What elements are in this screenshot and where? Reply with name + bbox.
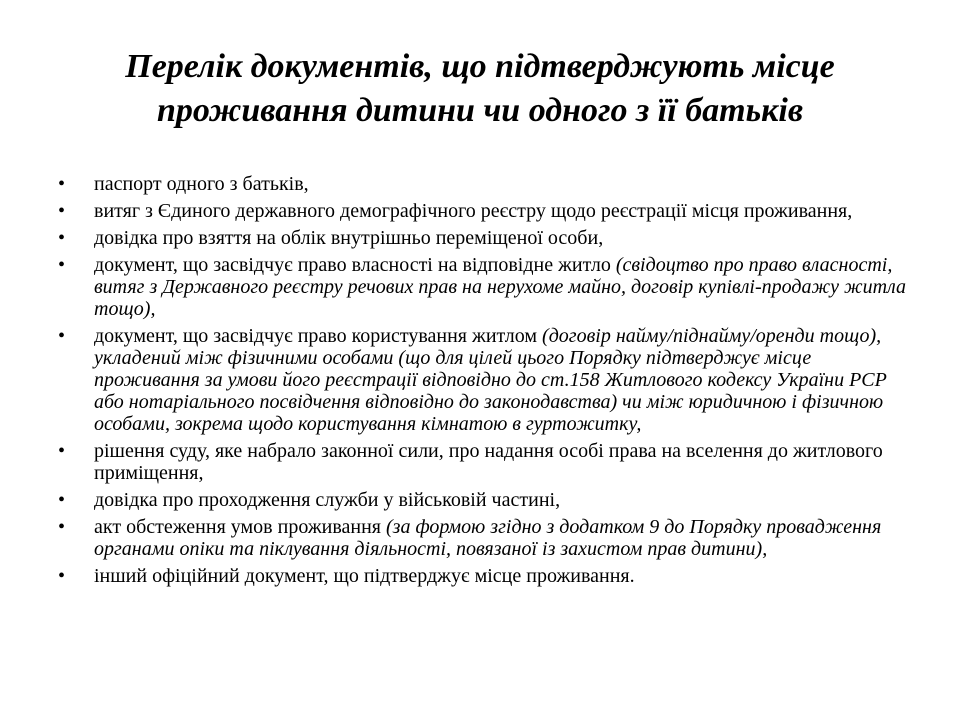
list-item-note: (свідоцтво про право власності, витяг з Державного реєстру речових прав на нерухоме майно, договір купівлі-продажу житла тощо), (94, 254, 906, 320)
list-item (58, 489, 908, 511)
list-item-text: інший офіційний документ, що підтверджує місце проживання. (94, 565, 635, 587)
bullet-icon: • (58, 254, 66, 276)
title-line-1: Перелік документів, що підтверджують місце (125, 48, 835, 85)
bullet-icon: • (58, 565, 66, 587)
bullet-icon: • (58, 516, 66, 538)
list-item-text: довідка про проходження служби у військовій частині, (94, 489, 561, 511)
bullet-icon: • (58, 489, 66, 511)
list-item (58, 565, 908, 587)
document-list (58, 173, 908, 592)
list-item-text: документ, що засвідчує право користування житлом (94, 325, 543, 347)
bullet-icon: • (58, 173, 66, 195)
page-title (40, 45, 920, 133)
list-item-note: (договір найму/піднайму/оренди тощо), укладений між фізичними особами (що для цілей цього Порядку підтверджує місце проживання за умови його реєстрації відповідно до ст.158 Житлового кодексу України РСР або нотаріального посвідчення відповідно до законодавства) чи між юридичною і фізичною особами, зокрема щодо користування кімнатою в гуртожитку, (94, 325, 887, 435)
list-item (58, 516, 908, 560)
bullet-icon: • (58, 200, 66, 222)
list-item (58, 173, 908, 195)
title-line-2: проживання дитини чи одного з її батьків (156, 92, 804, 129)
list-item (58, 325, 908, 435)
list-item-text: довідка про взяття на облік внутрішньо переміщеної особи, (94, 227, 604, 249)
bullet-icon: • (58, 440, 66, 462)
list-item-text: акт обстеження умов проживання (94, 516, 387, 538)
list-item (58, 440, 908, 484)
list-item (58, 200, 908, 222)
list-item (58, 227, 908, 249)
list-item-text: рішення суду, яке набрало законної сили, про надання особі права на вселення до житлового приміщення, (94, 440, 883, 484)
list-item-text: паспорт одного з батьків, (94, 173, 309, 195)
list-item-note: (за формою згідно з додатком 9 до Порядку провадження органами опіки та піклування діяльності, повязаної із захистом прав дитини), (94, 516, 882, 560)
list-item-text: витяг з Єдиного державного демографічного реєстру щодо реєстрації місця проживання, (94, 200, 853, 222)
bullet-icon: • (58, 325, 66, 347)
bullet-icon: • (58, 227, 66, 249)
list-item-text: документ, що засвідчує право власності на відповідне житло (94, 254, 616, 276)
list-item (58, 254, 908, 320)
